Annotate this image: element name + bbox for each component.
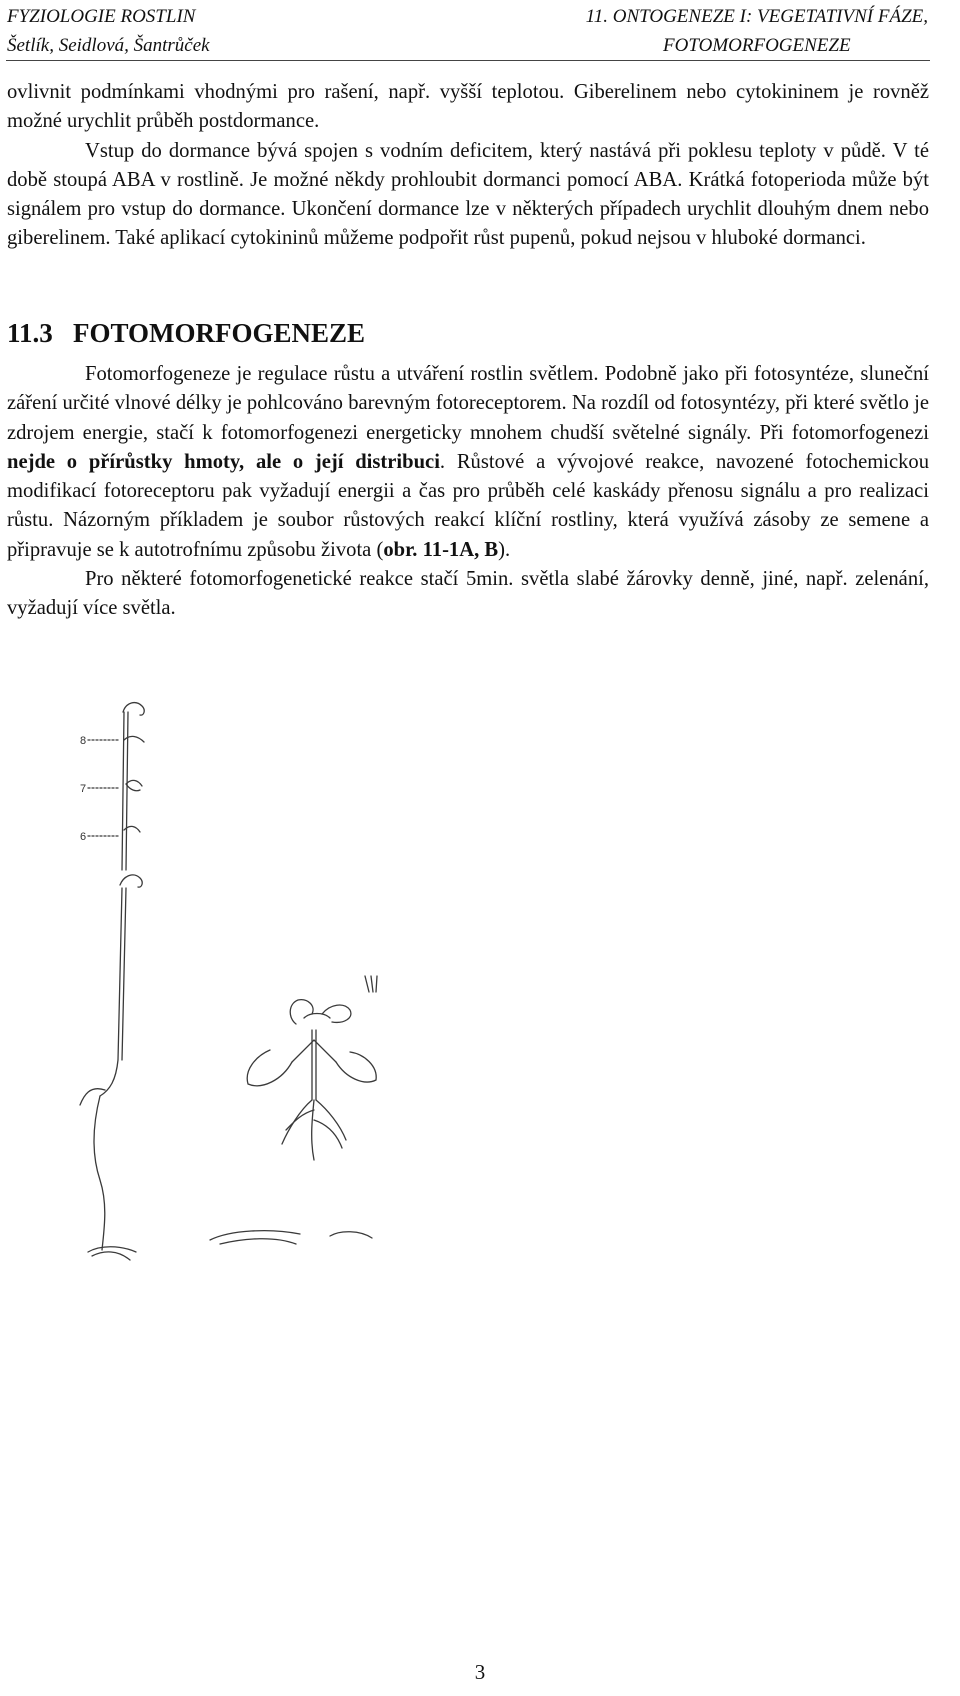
header-rule bbox=[6, 60, 930, 61]
section-heading bbox=[7, 316, 365, 350]
tick-label-8: 8 bbox=[80, 735, 87, 747]
header-authors: Šetlík, Seidlová, Šantrůček bbox=[7, 35, 210, 56]
section-number: 11.3 bbox=[7, 318, 53, 348]
paragraph-dormance bbox=[7, 137, 929, 254]
paragraph-postdormance bbox=[7, 78, 929, 137]
paragraph-fotomorfogeneze-bold: nejde o přírůstky hmoty, ale o její distribuci bbox=[7, 450, 440, 473]
tick-label-7: 7 bbox=[80, 783, 87, 795]
seedling-drawings bbox=[60, 700, 420, 1340]
paragraph-postdormance-text: ovlivnit podmínkami vhodnými pro rašení, např. vyšší teplotou. Giberelinem nebo cytokininem je rovněž možné urychlit průběh postdormance. bbox=[7, 81, 929, 133]
seedling-figure bbox=[60, 700, 420, 1340]
paragraph-light-dose-text: Pro některé fotomorfogenetické reakce stačí 5min. světla slabé žárovky denně, jiné, např. zelenání, vyžadují více světla. bbox=[7, 568, 929, 620]
figure-tick-labels bbox=[80, 735, 86, 843]
header-right bbox=[586, 2, 928, 60]
header-chapter-line2: FOTOMORFOGENEZE bbox=[663, 35, 851, 56]
section-title: FOTOMORFOGENEZE bbox=[73, 318, 366, 348]
root-tufts bbox=[88, 1231, 372, 1260]
header-chapter-line1: 11. ONTOGENEZE I: VEGETATIVNÍ FÁZE, bbox=[585, 6, 928, 27]
paragraph-fotomorfogeneze bbox=[7, 360, 929, 565]
etiolated-seedling-lower bbox=[80, 875, 142, 1250]
figure-scale-ticks bbox=[88, 740, 120, 836]
paragraph-dormance-text: Vstup do dormance bývá spojen s vodním deficitem, který nastává při poklesu teploty v půdě. V té době stoupá ABA v rostlině. Je možné někdy prohloubit dormanci pomocí ABA. Krátká fotoperioda může být signálem pro vstup do dormance. Ukončení dormance lze v některých případech urychlit dlouhým dnem nebo giberelinem. Také aplikací cytokininů můžeme podpořit růst pupenů, pokud nejsou v hluboké dormanci. bbox=[7, 139, 929, 250]
paragraph-light-dose bbox=[7, 565, 929, 624]
header-left bbox=[7, 2, 210, 60]
paragraph-fotomorfogeneze-text-c: ). bbox=[498, 538, 511, 561]
section-text bbox=[7, 360, 929, 624]
page-number: 3 bbox=[474, 1660, 486, 1684]
etiolated-seedling-upper bbox=[122, 703, 144, 870]
green-seedling bbox=[247, 976, 377, 1160]
tick-label-6: 6 bbox=[80, 831, 87, 843]
paragraph-fotomorfogeneze-text-b: . Růstové a vývojové reakce, navozené fotochemickou modifikací fotoreceptoru pak vyžadují energii a čas pro průběh celé kaskády přenosu signálu a pro realizaci růstu. Názorným příkladem je soubor růstových reakcí klíční rostliny, která využívá zásoby ze semene a připravuje se k autotrofnímu způsobu života ( bbox=[7, 450, 929, 561]
page-header bbox=[0, 0, 960, 62]
paragraph-fotomorfogeneze-text-a: Fotomorfogeneze je regulace růstu a utváření rostlin světlem. Podobně jako při fotosyntéze, sluneční záření určité vlnové délky je pohlcováno barevným fotoreceptorem. Na rozdíl od fotosyntézy, při které světlo je zdrojem energie, stačí k fotomorfogenezi energeticky mnohem chudší světelné signály. Při fotomorfogenezi bbox=[7, 363, 929, 444]
figure-reference: obr. 11-1A, B bbox=[383, 538, 499, 561]
intro-text bbox=[7, 78, 929, 254]
header-book-title: FYZIOLOGIE ROSTLIN bbox=[7, 6, 196, 27]
